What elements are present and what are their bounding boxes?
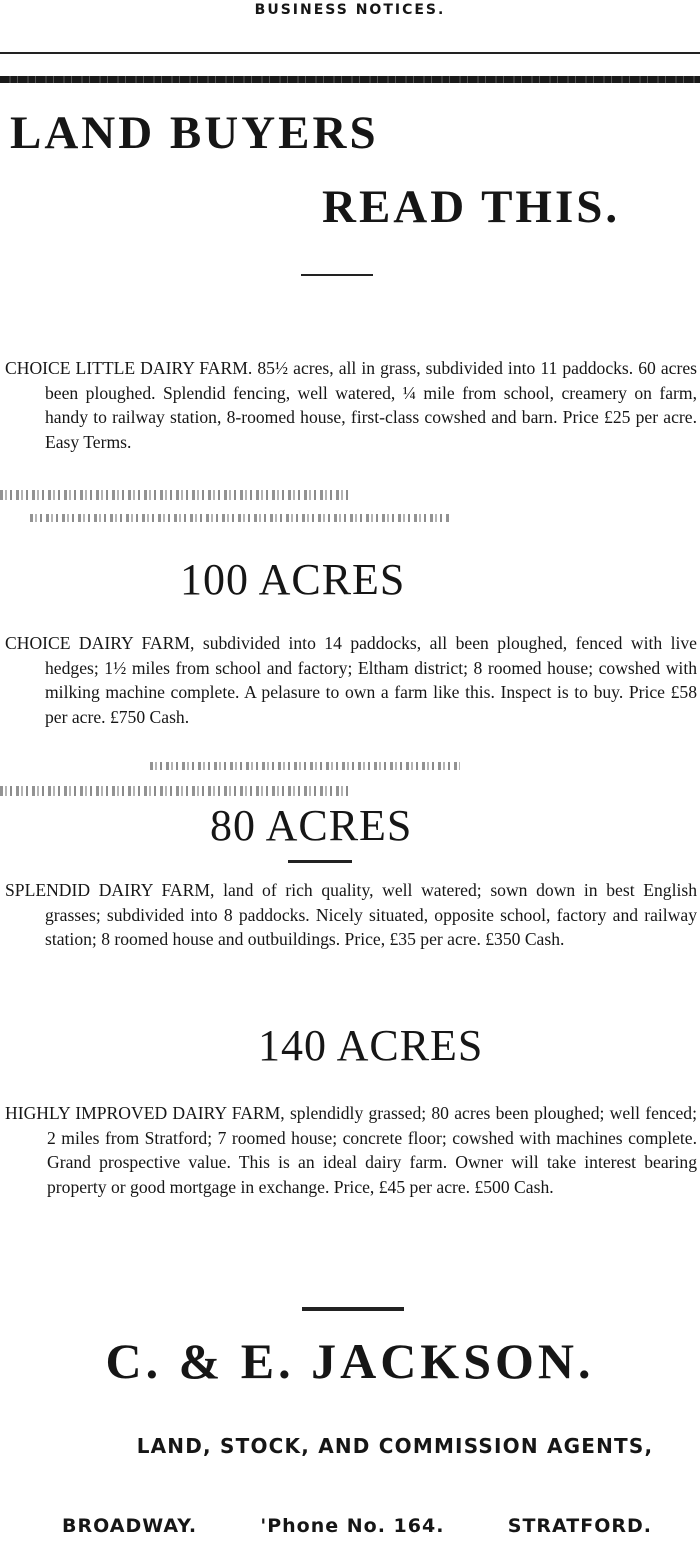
- listing-1-lead: CHOICE LITTLE DAIRY FARM.: [5, 358, 253, 378]
- print-smudge: [0, 490, 350, 500]
- advertiser-contact-line: [62, 1515, 652, 1537]
- listing-3: [5, 878, 697, 952]
- headline-line-1: LAND BUYERS: [10, 107, 379, 159]
- advertiser-name: C. & E. JACKSON.: [105, 1333, 595, 1389]
- listing-4-text: splendidly grassed; 80 acres been ploughed; well fenced; 2 miles from Stratford; 7 roomed house; concrete floor; cowshed with machines complete. Grand prospective value. This is an ideal dairy farm. Owner will take interest bearing property or good mortgage in exchange. Price, £45 per acre. £500 Cash.: [47, 1103, 697, 1197]
- heading-underline: [288, 860, 352, 863]
- headline-divider: [301, 274, 373, 276]
- listing-4-heading: 140 ACRES: [258, 1021, 484, 1070]
- listing-2-text: subdivided into 14 paddocks, all been ploughed, fenced with live hedges; 1½ miles from school and factory; Eltham district; 8 roomed house; cowshed with milking machine complete. A pelasure to own a farm like this. Inspect is to buy. Price £58 per acre. £750 Cash.: [45, 633, 697, 727]
- headline-line-2: READ THIS.: [322, 181, 621, 233]
- listing-3-heading: 80 ACRES: [210, 801, 413, 850]
- print-smudge: [150, 762, 460, 770]
- advertiser-description: LAND, STOCK, AND COMMISSION AGENTS,: [136, 1434, 654, 1458]
- advertiser-town: STRATFORD.: [507, 1515, 652, 1537]
- listing-2: [5, 631, 697, 729]
- column-rule: [0, 76, 700, 83]
- footer-divider: [302, 1307, 404, 1311]
- advertiser-address: BROADWAY.: [62, 1515, 198, 1537]
- listing-1-text: 85½ acres, all in grass, subdivided into 11 paddocks. 60 acres been ploughed. Splendid fencing, well watered, ¼ mile from school, creamery on farm, handy to railway station, 8-roomed house, first-class cowshed and barn. Price £25 per acre. Easy Terms.: [45, 358, 697, 452]
- listing-2-heading: 100 ACRES: [180, 555, 406, 604]
- listing-3-text: land of rich quality, well watered; sown down in best English grasses; subdivided into 8 paddocks. Nicely situated, opposite school, factory and railway station; 8 roomed house and outbuildings. Price, £35 per acre. £350 Cash.: [45, 880, 698, 950]
- section-label: BUSINESS NOTICES.: [254, 2, 446, 18]
- listing-1: [5, 356, 697, 454]
- advertiser-phone: 'Phone No. 164.: [260, 1515, 445, 1537]
- print-smudge: [0, 786, 350, 796]
- listing-4-lead: HIGHLY IMPROVED DAIRY FARM,: [5, 1103, 285, 1123]
- print-smudge: [30, 514, 450, 522]
- listing-4: [5, 1101, 697, 1199]
- top-rule: [0, 52, 700, 54]
- listing-3-lead: SPLENDID DAIRY FARM,: [5, 880, 215, 900]
- listing-2-lead: CHOICE DAIRY FARM,: [5, 633, 195, 653]
